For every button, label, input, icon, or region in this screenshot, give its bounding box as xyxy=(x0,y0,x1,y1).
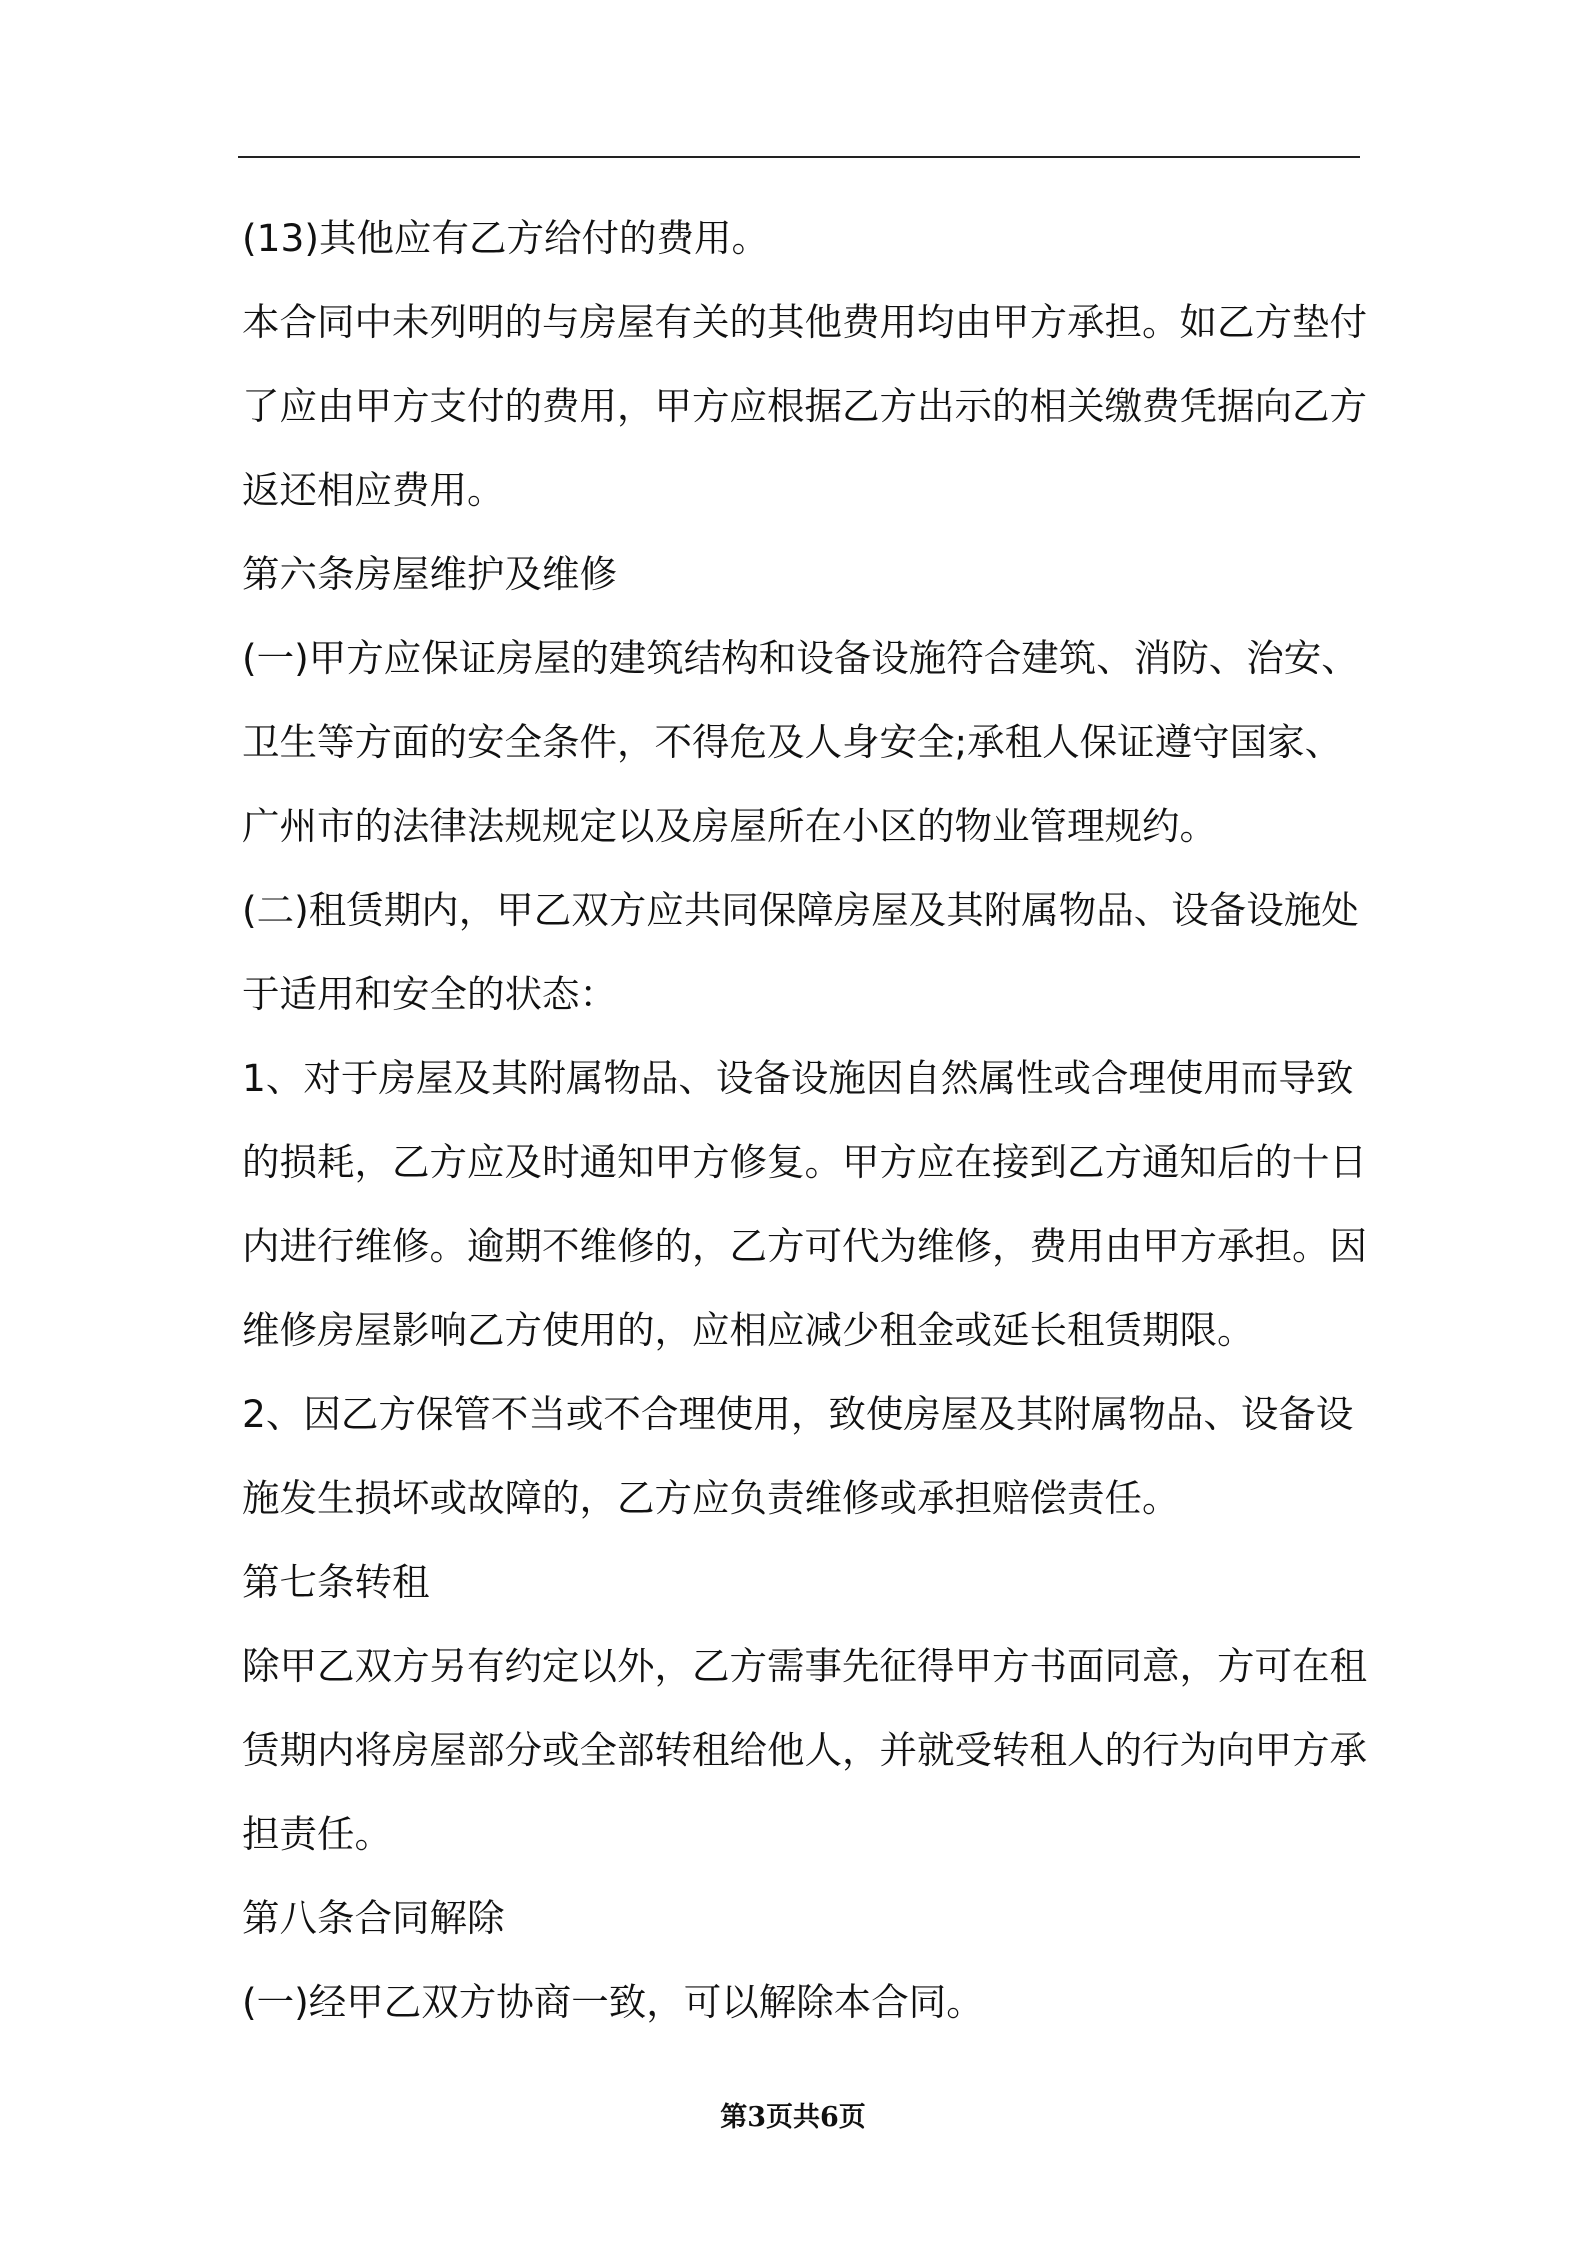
text-line: 本合同中未列明的与房屋有关的其他费用均由甲方承担。如乙方垫付 xyxy=(242,300,1367,344)
text-line: 内进行维修。逾期不维修的，乙方可代为维修，费用由甲方承担。因 xyxy=(242,1224,1367,1268)
text-line: 除甲乙双方另有约定以外，乙方需事先征得甲方书面同意，方可在租 xyxy=(242,1644,1367,1688)
text-line: 施发生损坏或故障的，乙方应负责维修或承担赔偿责任。 xyxy=(242,1476,1180,1520)
text-line: 赁期内将房屋部分或全部转租给他人，并就受转租人的行为向甲方承 xyxy=(242,1728,1367,1772)
text-line: 1、对于房屋及其附属物品、设备设施因自然属性或合理使用而导致 xyxy=(242,1056,1354,1100)
text-line: 返还相应费用。 xyxy=(242,468,505,512)
text-line: 的损耗，乙方应及时通知甲方修复。甲方应在接到乙方通知后的十日 xyxy=(242,1140,1367,1184)
document-body xyxy=(242,196,1367,2044)
text-line: 维修房屋影响乙方使用的，应相应减少租金或延长租赁期限。 xyxy=(242,1308,1255,1352)
section-heading: 第八条合同解除 xyxy=(242,1896,505,1940)
text-line: (一)经甲乙双方协商一致，可以解除本合同。 xyxy=(242,1980,984,2024)
text-line: 广州市的法律法规规定以及房屋所在小区的物业管理规约。 xyxy=(242,804,1217,848)
text-line: (13)其他应有乙方给付的费用。 xyxy=(242,216,769,260)
text-line: 了应由甲方支付的费用，甲方应根据乙方出示的相关缴费凭据向乙方 xyxy=(242,384,1367,428)
text-line: (一)甲方应保证房屋的建筑结构和设备设施符合建筑、消防、治安、 xyxy=(242,636,1359,680)
text-line: 担责任。 xyxy=(242,1812,392,1856)
page-number: 第3页共6页 xyxy=(720,2102,866,2133)
text-line: 2、因乙方保管不当或不合理使用，致使房屋及其附属物品、设备设 xyxy=(242,1392,1354,1436)
header-rule xyxy=(238,156,1360,158)
text-line: 卫生等方面的安全条件，不得危及人身安全;承租人保证遵守国家、 xyxy=(242,720,1343,764)
section-heading: 第六条房屋维护及维修 xyxy=(242,552,617,596)
text-line: (二)租赁期内，甲乙双方应共同保障房屋及其附属物品、设备设施处 xyxy=(242,888,1359,932)
section-heading: 第七条转租 xyxy=(242,1560,430,1604)
text-line: 于适用和安全的状态： xyxy=(242,972,617,1016)
